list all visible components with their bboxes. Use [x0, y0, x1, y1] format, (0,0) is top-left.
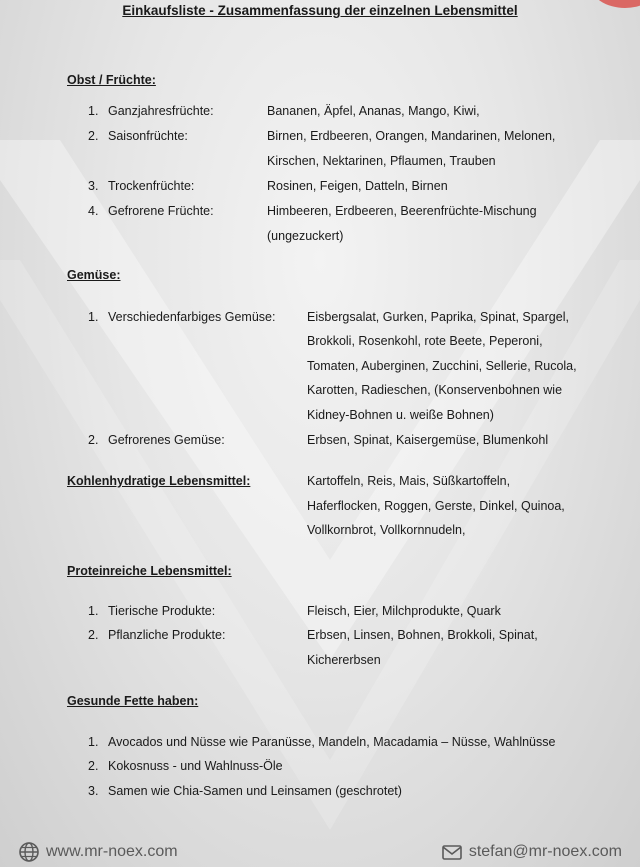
item-text: (ungezuckert): [267, 229, 344, 243]
item-label: Pflanzliche Produkte:: [108, 628, 226, 642]
section-heading-protein: Proteinreiche Lebensmittel:: [67, 564, 232, 578]
item-text: Fleisch, Eier, Milchprodukte, Quark: [307, 604, 501, 618]
list-number: 1.: [88, 104, 99, 118]
section-heading-kohlenhydrate: Kohlenhydratige Lebensmittel:: [67, 474, 251, 488]
item-label: Gefrorenes Gemüse:: [108, 433, 225, 447]
item-text: Rosinen, Feigen, Datteln, Birnen: [267, 179, 448, 193]
section-heading-gemuese: Gemüse:: [67, 268, 121, 282]
list-number: 2.: [88, 433, 99, 447]
list-number: 3.: [88, 179, 99, 193]
item-text: Karotten, Radieschen, (Konservenbohnen wie: [307, 383, 563, 397]
item-text: Birnen, Erdbeeren, Orangen, Mandarinen, Melonen,: [267, 129, 556, 143]
item-label: Tierische Produkte:: [108, 604, 216, 618]
item-text: Eisbergsalat, Gurken, Paprika, Spinat, Spargel,: [307, 310, 569, 324]
item-text: Erbsen, Linsen, Bohnen, Brokkoli, Spinat,: [307, 628, 538, 642]
item-text: Bananen, Äpfel, Ananas, Mango, Kiwi,: [267, 104, 480, 118]
item-text: Kirschen, Nektarinen, Pflaumen, Trauben: [267, 154, 496, 168]
mail-icon: [441, 841, 463, 863]
list-number: 1.: [88, 604, 99, 618]
list-number: 2.: [88, 759, 99, 773]
list-number: 3.: [88, 784, 99, 798]
item-text: Kokosnuss - und Wahlnuss-Öle: [108, 759, 283, 773]
footer-email[interactable]: [441, 841, 622, 863]
item-text: Brokkoli, Rosenkohl, rote Beete, Peperoni,: [307, 334, 543, 348]
item-label: Trockenfrüchte:: [108, 179, 195, 193]
website-link[interactable]: www.mr-noex.com: [46, 843, 178, 860]
item-text: Kidney-Bohnen u. weiße Bohnen): [307, 408, 494, 422]
item-label: Saisonfrüchte:: [108, 129, 188, 143]
item-label: Gefrorene Früchte:: [108, 204, 214, 218]
footer-website[interactable]: [18, 841, 178, 863]
item-text: Haferflocken, Roggen, Gerste, Dinkel, Quinoa,: [307, 499, 565, 513]
item-text: Tomaten, Auberginen, Zucchini, Sellerie, Rucola,: [307, 359, 577, 373]
list-number: 2.: [88, 628, 99, 642]
item-label: Ganzjahresfrüchte:: [108, 104, 214, 118]
page-title: Einkaufsliste - Zusammenfassung der einzelnen Lebensmittel: [122, 3, 518, 18]
item-text: Vollkornbrot, Vollkornnudeln,: [307, 523, 466, 537]
list-number: 1.: [88, 735, 99, 749]
item-text: Kartoffeln, Reis, Mais, Süßkartoffeln,: [307, 474, 511, 488]
item-label: Verschiedenfarbiges Gemüse:: [108, 310, 276, 324]
email-link[interactable]: stefan@mr-noex.com: [468, 843, 622, 860]
item-text: Himbeeren, Erdbeeren, Beerenfrüchte-Mischung: [267, 204, 537, 218]
item-text: Avocados und Nüsse wie Paranüsse, Mandeln, Macadamia – Nüsse, Wahlnüsse: [108, 735, 556, 749]
list-number: 4.: [88, 204, 99, 218]
list-number: 2.: [88, 129, 99, 143]
section-heading-obst: Obst / Früchte:: [67, 73, 156, 87]
item-text: Kichererbsen: [307, 653, 381, 667]
section-heading-fette: Gesunde Fette haben:: [67, 694, 199, 708]
item-text: Samen wie Chia-Samen und Leinsamen (geschrotet): [108, 784, 402, 798]
globe-icon: [18, 841, 40, 863]
list-number: 1.: [88, 310, 99, 324]
item-text: Erbsen, Spinat, Kaisergemüse, Blumenkohl: [307, 433, 549, 447]
